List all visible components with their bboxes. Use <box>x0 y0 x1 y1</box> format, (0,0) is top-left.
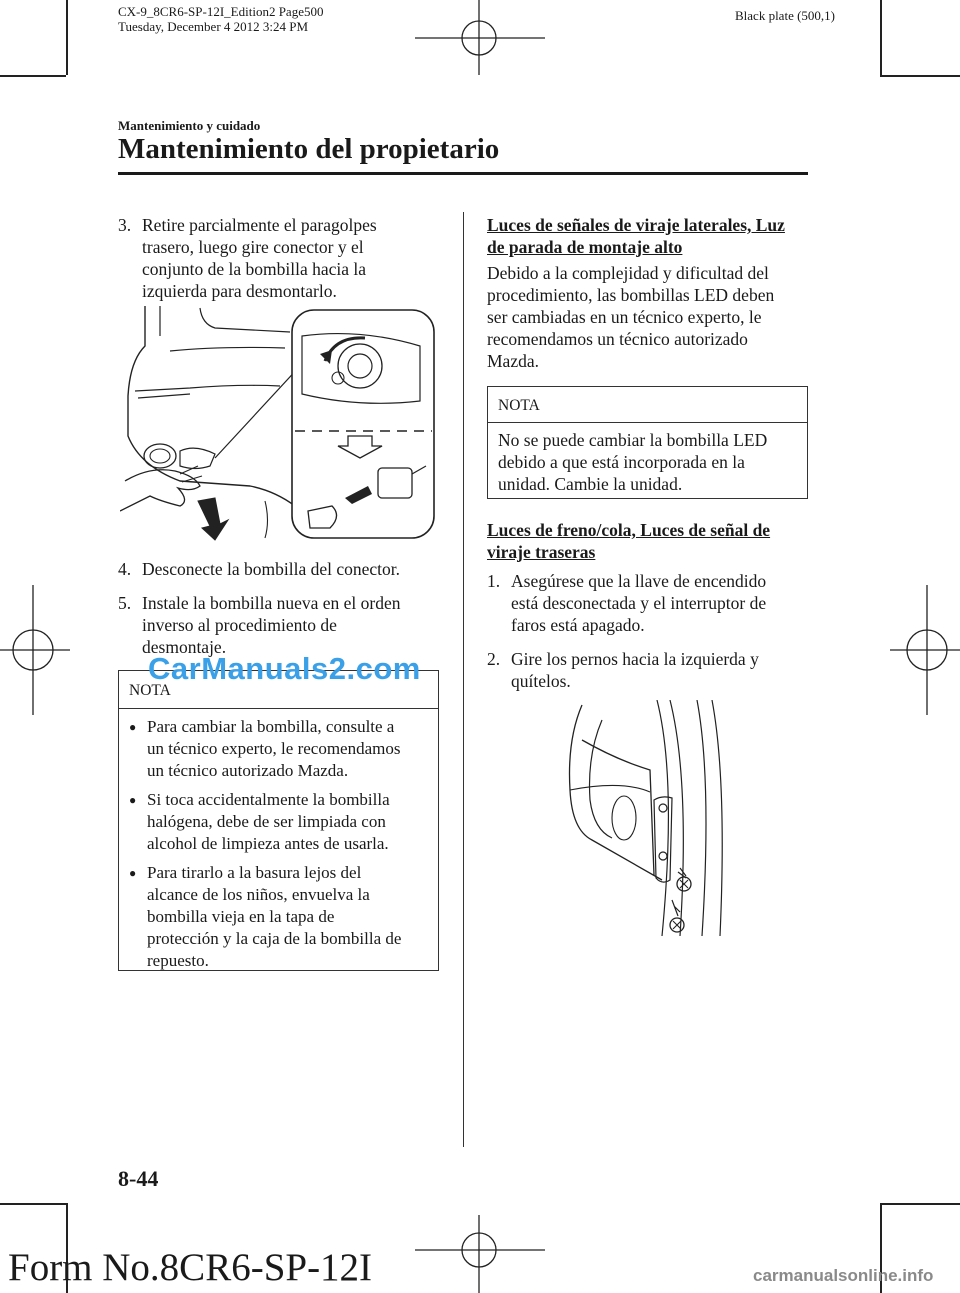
file-info <box>118 4 323 34</box>
bullet-line: bombilla vieja en la tapa de <box>147 907 335 926</box>
registration-target-top <box>415 0 545 75</box>
bullet-line: un técnico experto, le recomendamos <box>147 739 401 758</box>
note-line: unidad. Cambie la unidad. <box>498 474 683 494</box>
bullet-line: protección y la caja de la bombilla de <box>147 929 402 948</box>
bullet-line: Para cambiar la bombilla, consulte a <box>147 717 395 736</box>
crop-mark <box>0 75 66 77</box>
bullet-icon: ● <box>129 793 137 807</box>
heading-line: de parada de montaje alto <box>487 237 683 257</box>
step-line: Gire los pernos hacia la izquierda y <box>511 649 759 669</box>
step-number: 2. <box>487 649 501 669</box>
note-box-left <box>118 670 439 971</box>
watermark-logo: CarManuals2.com <box>148 651 421 686</box>
note-title: NOTA <box>498 397 540 414</box>
note-divider <box>488 422 807 423</box>
section-heading-side-lights <box>487 214 817 258</box>
bullet-icon: ● <box>129 866 137 880</box>
paragraph-line: procedimiento, las bombillas LED deben <box>487 285 775 305</box>
step-number: 5. <box>118 593 132 613</box>
step-line: Asegúrese que la llave de encendido <box>511 571 767 591</box>
step-number: 4. <box>118 559 132 579</box>
note-line: No se puede cambiar la bombilla LED <box>498 430 768 450</box>
bullet-line: halógena, debe de ser limpiada con <box>147 812 386 831</box>
heading-line: Luces de señales de viraje laterales, Luz <box>487 215 785 235</box>
bullet-line: un técnico autorizado Mazda. <box>147 761 349 780</box>
page-title: Mantenimiento del propietario <box>118 133 500 165</box>
bullet-line: Si toca accidentalmente la bombilla <box>147 790 390 809</box>
paragraph-line: Debido a la complejidad y dificultad del <box>487 263 769 283</box>
bullet-line: alcance de los niños, envuelva la <box>147 885 370 904</box>
crop-mark <box>66 0 68 75</box>
step-line: izquierda para desmontarlo. <box>142 281 337 301</box>
paragraph-led <box>487 262 817 372</box>
plate-label: Black plate (500,1) <box>735 8 835 23</box>
crop-mark <box>880 0 882 75</box>
step-line: conjunto de la bombilla hacia la <box>142 259 367 279</box>
file-line: CX-9_8CR6-SP-12I_Edition2 Page500 <box>118 4 324 19</box>
step-line: quítelos. <box>511 671 571 691</box>
step-line: está desconectada y el interruptor de <box>511 593 767 613</box>
note-divider <box>119 708 438 709</box>
step-line: Retire parcialmente el paragolpes <box>142 215 377 235</box>
heading-line: Luces de freno/cola, Luces de señal de <box>487 520 771 540</box>
paragraph-line: Mazda. <box>487 351 539 371</box>
paragraph-line: ser cambiadas en un técnico experto, le <box>487 307 762 327</box>
step-line: Desconecte la bombilla del conector. <box>142 559 401 579</box>
note-title: NOTA <box>129 682 171 699</box>
bullet-line: repuesto. <box>147 951 209 970</box>
step-line: inverso al procedimiento de <box>142 615 337 635</box>
page-number: 8-44 <box>118 1166 159 1191</box>
step-line: Instale la bombilla nueva en el orden <box>142 593 401 613</box>
title-rule <box>118 172 808 175</box>
watermark-footer: carmanualsonline.info <box>753 1266 934 1285</box>
step-number: 1. <box>487 571 501 591</box>
step-number: 3. <box>118 215 132 235</box>
crop-mark <box>880 1203 960 1205</box>
paragraph-line: recomendamos un técnico autorizado <box>487 329 748 349</box>
registration-target-right <box>890 585 960 715</box>
bullet-line: alcohol de limpieza antes de usarla. <box>147 834 389 853</box>
section-label: Mantenimiento y cuidado <box>118 118 261 133</box>
form-number: Form No.8CR6-SP-12I <box>8 1246 373 1289</box>
section-heading-rear-lights <box>487 519 817 563</box>
bullet-icon: ● <box>129 720 137 734</box>
tail-lamp-bolts-illustration <box>562 700 732 936</box>
crop-mark <box>880 75 960 77</box>
step-line: trasero, luego gire conector y el <box>142 237 364 257</box>
step-line: faros está apagado. <box>511 615 645 635</box>
note-line: debido a que está incorporada en la <box>498 452 745 472</box>
registration-target-left <box>0 585 70 715</box>
bumper-bulb-illustration <box>120 306 440 544</box>
heading-line: viraje traseras <box>487 542 596 562</box>
bullet-line: Para tirarlo a la basura lejos del <box>147 863 362 882</box>
note-box-right <box>487 386 808 499</box>
step-line: desmontaje. <box>142 637 227 657</box>
crop-mark <box>0 1203 66 1205</box>
registration-target-bottom <box>415 1215 545 1293</box>
column-divider <box>463 212 464 1147</box>
date-line: Tuesday, December 4 2012 3:24 PM <box>118 19 309 34</box>
